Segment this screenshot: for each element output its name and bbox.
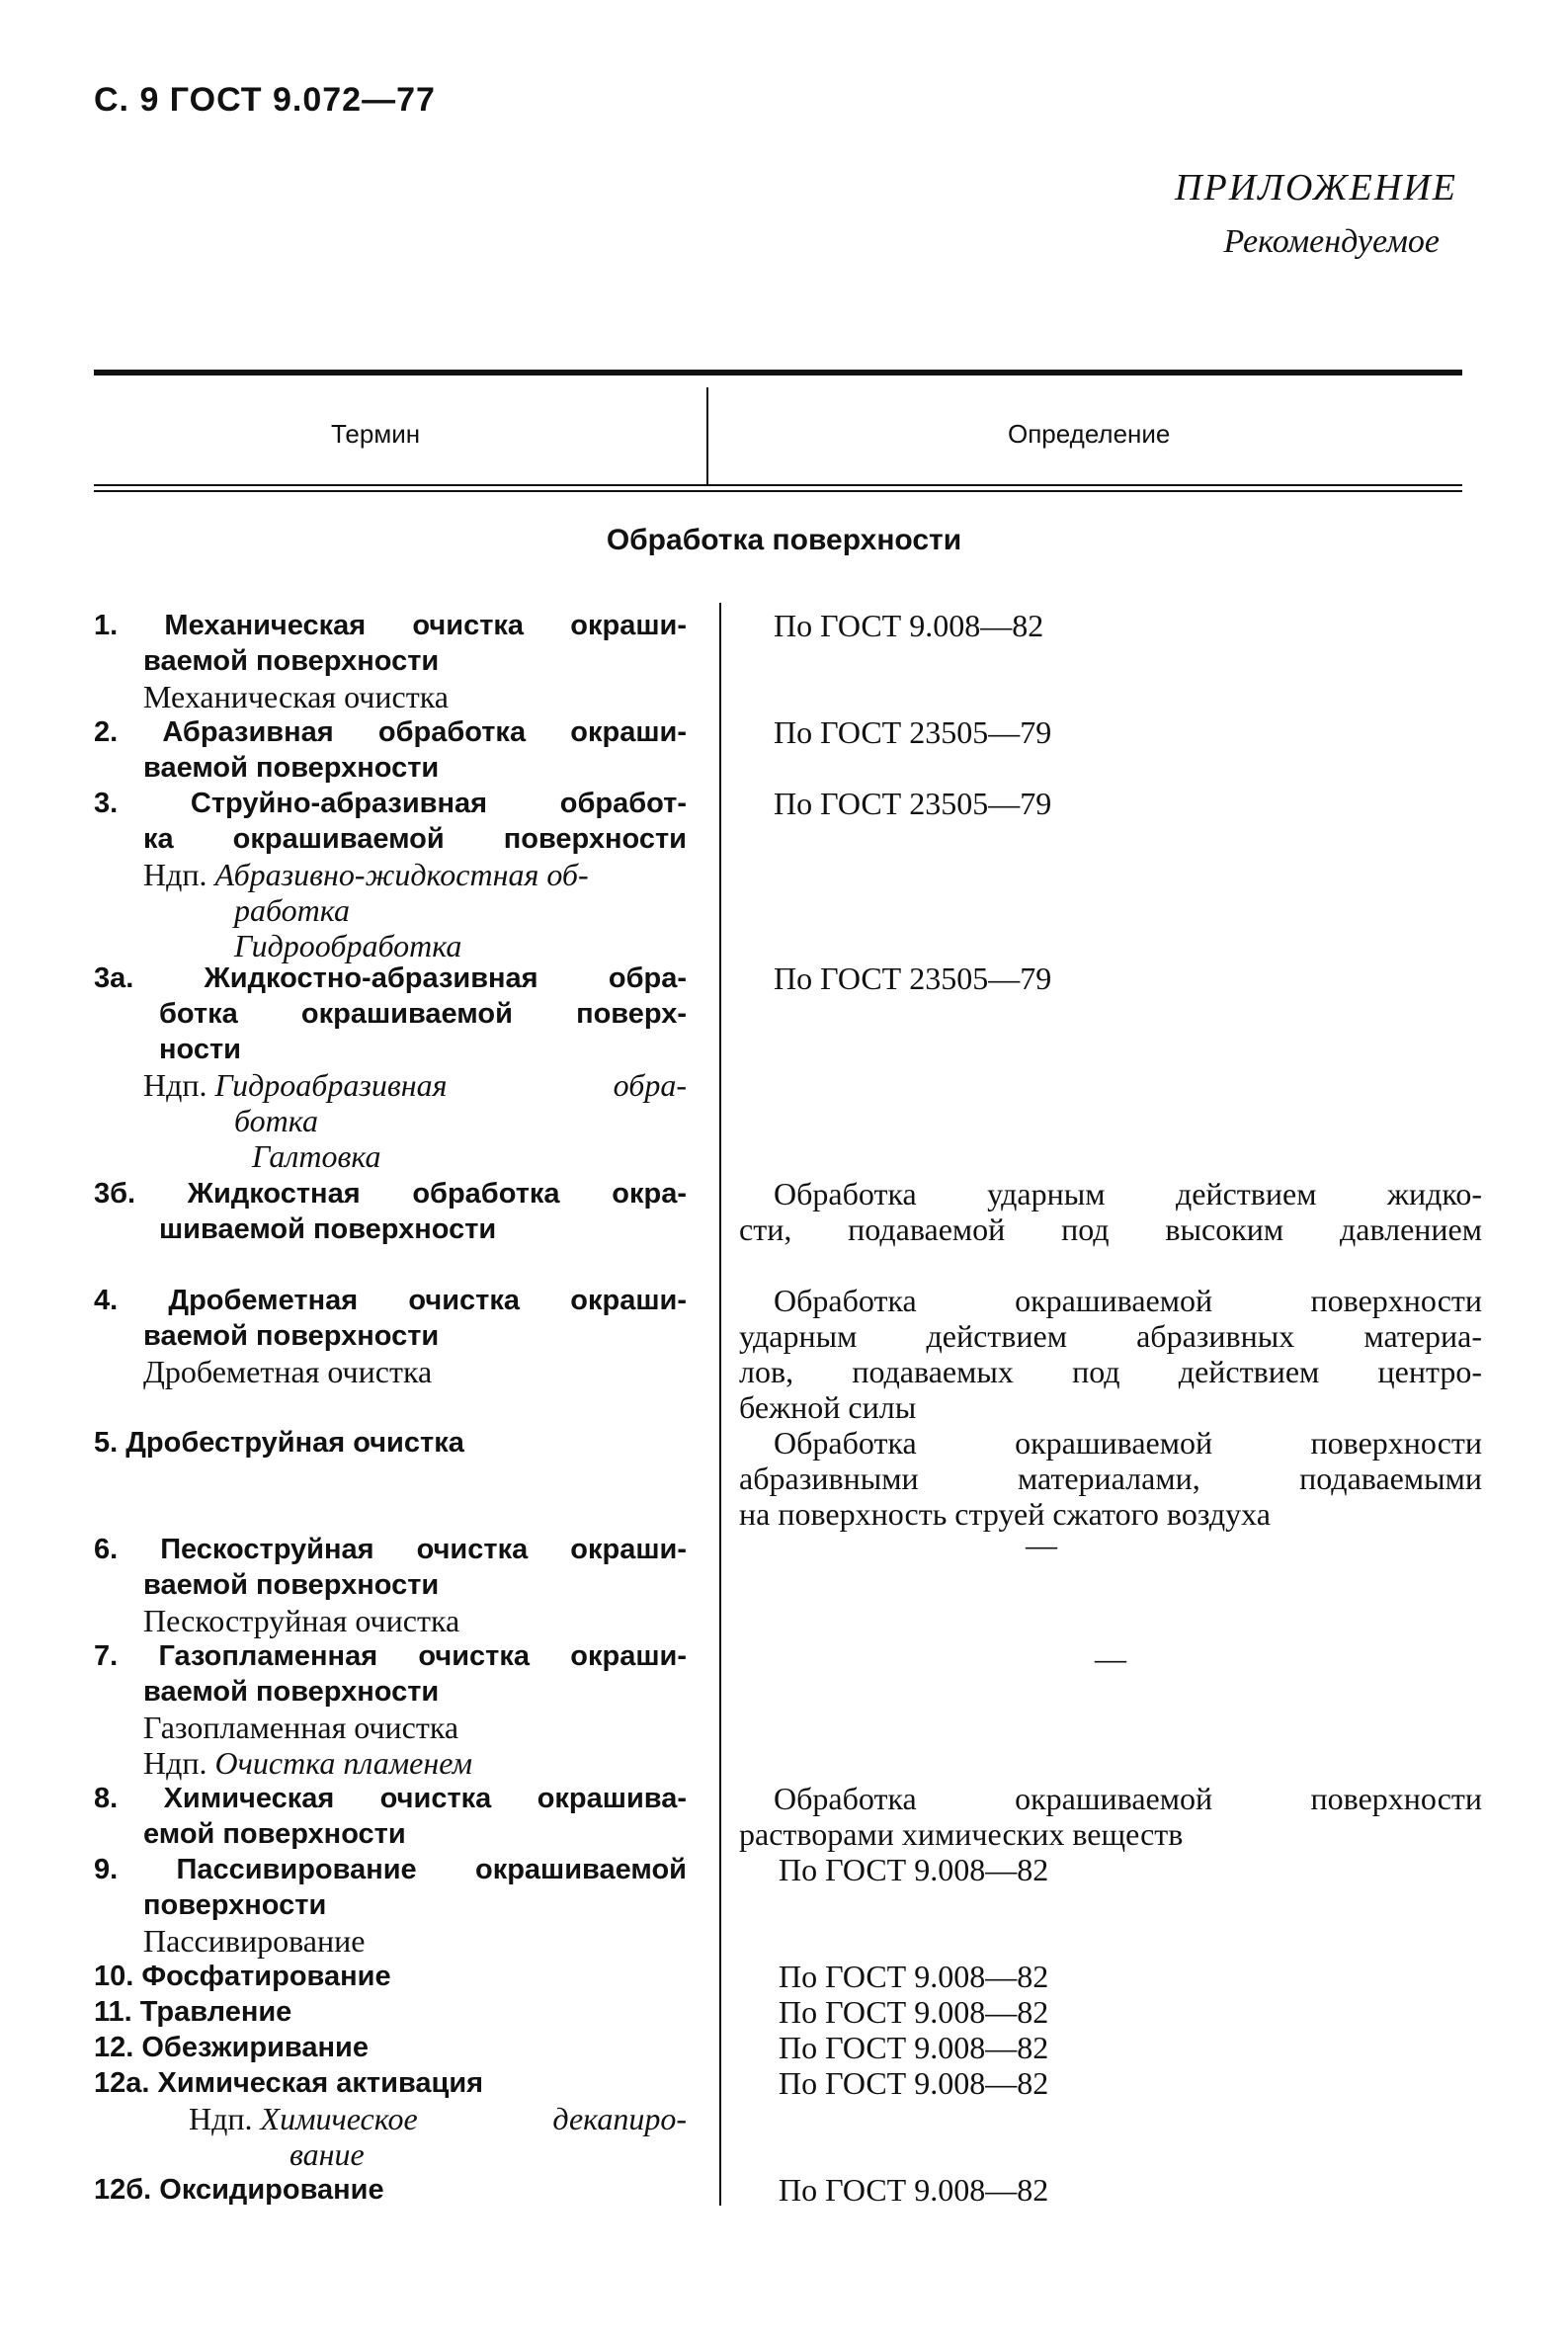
ndp-prefix: Ндп.: [143, 857, 207, 892]
def-5-line-2: абразивными материалами, подаваемыми: [739, 1461, 1482, 1496]
term-5-line-1: 5. Дробеструйная очистка: [94, 1427, 464, 1459]
term-12a-ndp-1b: декапиро-: [552, 2101, 687, 2136]
term-3a: [94, 961, 687, 1174]
ndp-prefix: Ндп.: [143, 1745, 207, 1781]
def-12b: [739, 2172, 1482, 2208]
term-3a-ndp-3: Галтовка: [252, 1138, 381, 1174]
term-12a: 12а. Химическая активация: [94, 2067, 484, 2099]
def-2: [739, 714, 1482, 750]
term-3a-line-1: 3а. Жидкостно-абразивная обра-: [94, 962, 687, 994]
term-2: [94, 714, 687, 786]
term-8-line-1: 8. Химическая очистка окрашива-: [94, 1783, 687, 1814]
term-3a-nonpreferred: [94, 1067, 687, 1103]
header-double-rule: [94, 484, 1462, 492]
def-5: [739, 1425, 1482, 1532]
term-9: [94, 1852, 687, 1959]
def-4-line-3: лов, подаваемых под действием центро-: [739, 1354, 1482, 1389]
def-2-text: По ГОСТ 23505—79: [774, 714, 1052, 750]
page-header: С. 9 ГОСТ 9.072—77: [94, 81, 436, 119]
term-9-line-2: поверхности: [143, 1889, 327, 1921]
def-8-line-2: растворами химических веществ: [739, 1816, 1184, 1852]
def-9-text: По ГОСТ 9.008—82: [779, 1852, 1049, 1887]
term-8-line-2: емой поверхности: [143, 1818, 406, 1850]
term-3a-line-3: ности: [159, 1034, 242, 1065]
def-3-text: По ГОСТ 23505—79: [774, 786, 1052, 821]
def-5-line-1: Обработка окрашиваемой поверхности: [774, 1425, 1482, 1461]
term-10-12b: [94, 1959, 687, 2208]
term-4-line-2: ваемой поверхности: [143, 1320, 440, 1352]
section-title: Обработка поверхности: [606, 524, 962, 556]
term-3-line-1: 3. Струйно-абразивная обработ-: [94, 788, 687, 819]
term-7-ndp: Очистка пламенем: [214, 1745, 473, 1781]
def-8: [739, 1781, 1482, 1852]
term-3-line-2: ка окрашиваемой поверхности: [143, 823, 687, 855]
def-12b-text: По ГОСТ 9.008—82: [779, 2172, 1049, 2208]
term-12a-nonpreferred: [94, 2101, 687, 2136]
term-6-synonym: Пескоструйная очистка: [143, 1603, 460, 1638]
header-column-divider: [706, 387, 708, 484]
def-3: [739, 786, 1482, 821]
term-3a-line-2: ботка окрашиваемой поверх-: [159, 998, 687, 1030]
def-10-12a: [739, 1959, 1482, 2101]
term-9-synonym: Пассивирование: [143, 1923, 366, 1959]
term-3b: [94, 1176, 687, 1247]
def-7: [739, 1640, 1482, 1676]
def-4-line-2: ударным действием абразивных материа-: [739, 1318, 1482, 1354]
term-3b-line-2: шиваемой поверхности: [159, 1213, 497, 1245]
def-3b-line-1: Обработка ударным действием жидко-: [774, 1176, 1482, 1211]
term-1-line-2: ваемой поверхности: [143, 645, 440, 677]
term-9-line-1: 9. Пассивирование окрашиваемой: [94, 1854, 687, 1885]
term-1-synonym: Механическая очистка: [143, 679, 449, 714]
def-6: [739, 1527, 1482, 1562]
def-7-dash: —: [1095, 1640, 1126, 1676]
term-3-nonpreferred: [94, 857, 687, 892]
def-1: [739, 608, 1482, 643]
def-10-text: По ГОСТ 9.008—82: [779, 1959, 1049, 1994]
term-12b: 12б. Оксидирование: [94, 2174, 384, 2206]
def-12a-text: По ГОСТ 9.008—82: [779, 2065, 1049, 2101]
term-8: [94, 1781, 687, 1852]
term-3-ndp-1: Абразивно-жидкостная об-: [214, 857, 589, 892]
appendix-title: ПРИЛОЖЕНИЕ: [1175, 167, 1457, 209]
body-column-divider: [719, 603, 721, 2206]
def-1-text: По ГОСТ 9.008—82: [774, 608, 1044, 643]
term-3-ndp-3: Гидрообработка: [234, 928, 462, 963]
def-8-line-1: Обработка окрашиваемой поверхности: [774, 1781, 1482, 1816]
term-12: 12. Обезжиривание: [94, 2032, 369, 2063]
term-3-ndp-2: работка: [234, 892, 350, 928]
def-5-line-3: на поверхность струей сжатого воздуха: [739, 1496, 1271, 1532]
term-12a-ndp-2: вание: [289, 2136, 365, 2172]
def-3a: [739, 961, 1482, 996]
term-7-synonym: Газопламенная очистка: [143, 1710, 459, 1745]
term-3: [94, 786, 687, 963]
term-4-synonym: Дробеметная очистка: [143, 1354, 433, 1389]
ndp-prefix: Ндп.: [189, 2101, 253, 2136]
term-3a-ndp-1b: обра-: [613, 1067, 687, 1103]
term-10: 10. Фосфатирование: [94, 1961, 391, 1992]
term-4-line-1: 4. Дробеметная очистка окраши-: [94, 1285, 687, 1316]
term-12a-ndp-1a: Химическое: [260, 2101, 418, 2136]
def-3b: [739, 1176, 1482, 1247]
term-7-nonpreferred: [94, 1745, 687, 1781]
term-11: 11. Травление: [94, 1996, 292, 2028]
term-1: [94, 608, 687, 714]
table-top-rule: [94, 370, 1462, 376]
term-5: [94, 1425, 687, 1461]
def-12-text: По ГОСТ 9.008—82: [779, 2030, 1049, 2065]
def-3b-line-2: сти, подаваемой под высоким давлением: [739, 1211, 1482, 1247]
def-11-text: По ГОСТ 9.008—82: [779, 1994, 1049, 2030]
appendix-subtitle: Рекомендуемое: [1223, 223, 1440, 260]
term-2-line-2: ваемой поверхности: [143, 752, 440, 784]
term-6-line-1: 6. Пескоструйная очистка окраши-: [94, 1534, 687, 1565]
term-3a-ndp-2: ботка: [234, 1103, 318, 1138]
term-6-line-2: ваемой поверхности: [143, 1569, 440, 1601]
def-6-dash: —: [1026, 1527, 1057, 1562]
term-7-line-2: ваемой поверхности: [143, 1676, 440, 1708]
def-4-line-1: Обработка окрашиваемой поверхности: [774, 1283, 1482, 1318]
term-1-line-1: 1. Механическая очистка окраши-: [94, 610, 687, 641]
term-4: [94, 1283, 687, 1389]
def-3a-text: По ГОСТ 23505—79: [774, 961, 1052, 996]
column-header-definition: Определение: [1008, 419, 1171, 449]
def-4: [739, 1283, 1482, 1425]
column-header-term: Термин: [331, 419, 421, 449]
appendix-label: [1175, 166, 1457, 261]
def-9: [739, 1852, 1482, 1887]
term-3b-line-1: 3б. Жидкостная обработка окра-: [94, 1178, 687, 1210]
ndp-prefix: Ндп.: [143, 1067, 207, 1103]
term-3a-ndp-1a: Гидроабразивная: [214, 1067, 448, 1103]
def-4-line-4: бежной силы: [739, 1389, 917, 1425]
term-7: [94, 1638, 687, 1781]
term-6: [94, 1532, 687, 1638]
term-7-line-1: 7. Газопламенная очистка окраши-: [94, 1640, 687, 1672]
term-2-line-1: 2. Абразивная обработка окраши-: [94, 716, 687, 748]
